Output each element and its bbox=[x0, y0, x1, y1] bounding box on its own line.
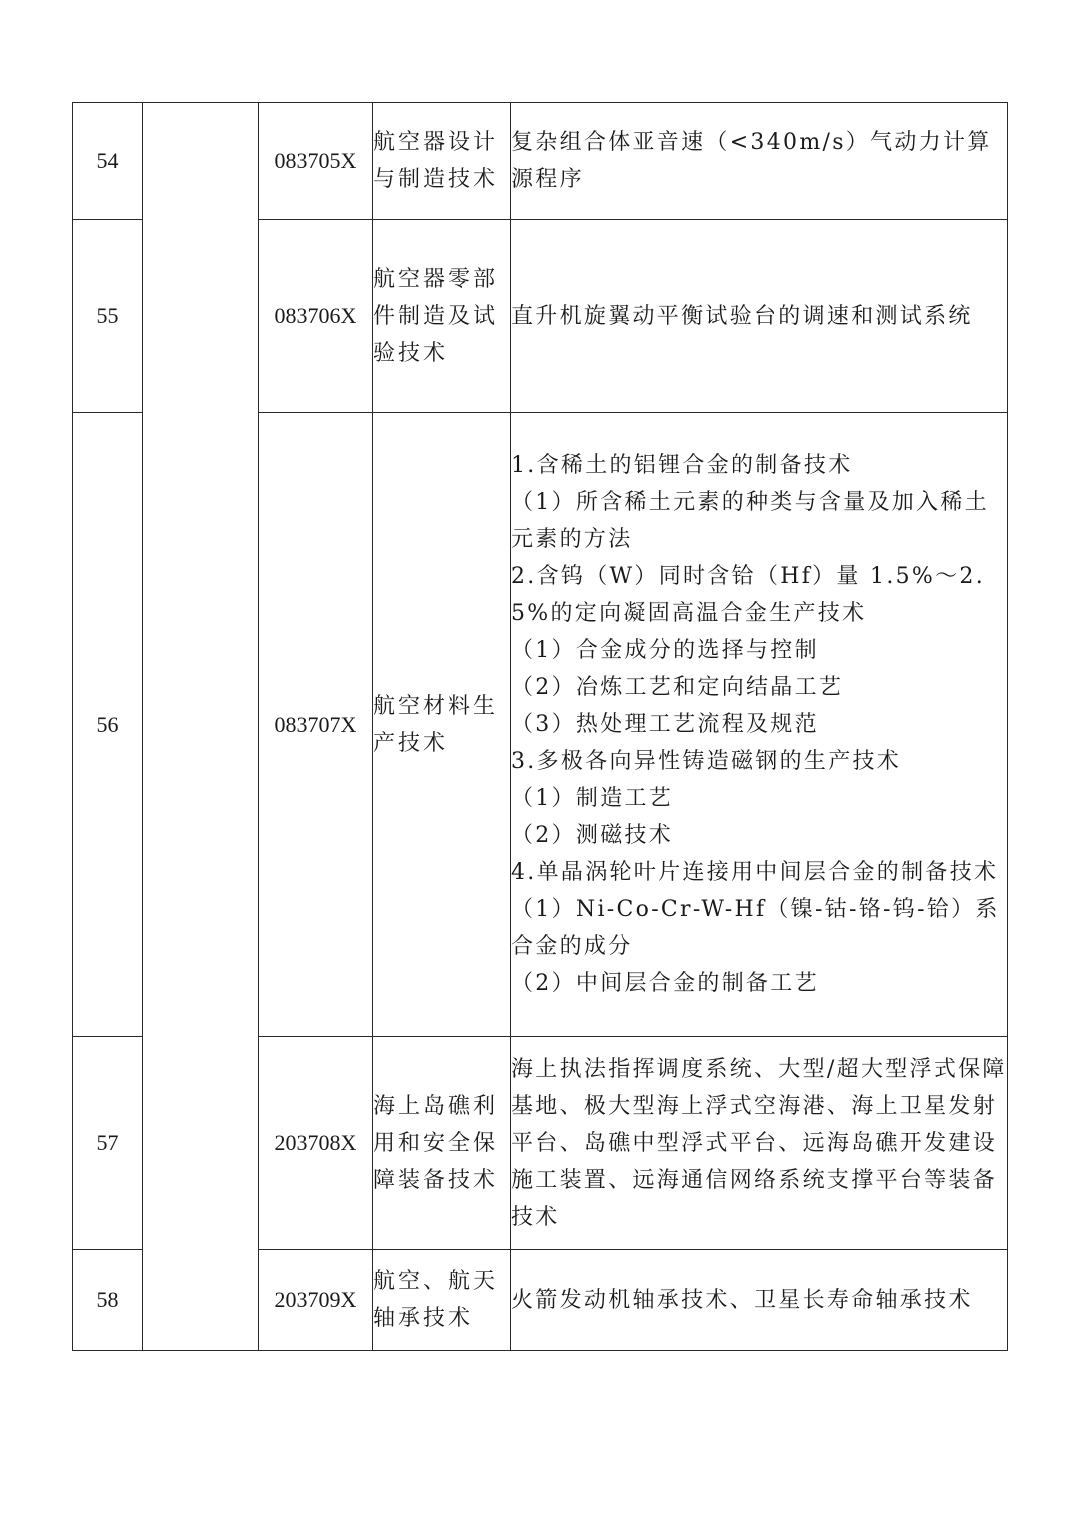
category-cell bbox=[143, 103, 259, 1351]
description-line: （1）合金成分的选择与控制 bbox=[511, 638, 819, 663]
description-line: （2）中间层合金的制备工艺 bbox=[511, 971, 819, 996]
row-number: 55 bbox=[73, 220, 143, 413]
description-line: （1）制造工艺 bbox=[511, 786, 674, 811]
tech-name: 航空、航天轴承技术 bbox=[373, 1250, 511, 1351]
tech-name: 海上岛礁利用和安全保障装备技术 bbox=[373, 1037, 511, 1250]
tech-description bbox=[511, 220, 1008, 413]
tech-code: 203708X bbox=[259, 1037, 373, 1250]
description-line: 海上执法指挥调度系统、大型/超大型浮式保障基地、极大型海上浮式空海港、海上卫星发射平台、岛礁中型浮式平台、远海岛礁开发建设施工装置、远海通信网络系统支撑平台等装备技术 bbox=[511, 1056, 1007, 1230]
description-line: 2.含钨（W）同时含铪（Hf）量 1.5%～2.5%的定向凝固高温合金生产技术 bbox=[511, 564, 986, 626]
table-row bbox=[73, 103, 1008, 220]
tech-name: 航空器零部件制造及试验技术 bbox=[373, 220, 511, 413]
row-number: 56 bbox=[73, 413, 143, 1037]
description-line: 复杂组合体亚音速（<340m/s）气动力计算源程序 bbox=[511, 130, 992, 192]
description-line: 直升机旋翼动平衡试验台的调速和测试系统 bbox=[511, 303, 973, 329]
description-line: 火箭发动机轴承技术、卫星长寿命轴承技术 bbox=[511, 1287, 973, 1313]
description-line: （3）热处理工艺流程及规范 bbox=[511, 712, 819, 737]
description-line: （2）冶炼工艺和定向结晶工艺 bbox=[511, 675, 844, 700]
description-line: （1）Ni-Co-Cr-W-Hf（镍-钴-铬-钨-铪）系合金的成分 bbox=[511, 897, 1000, 959]
tech-description bbox=[511, 1037, 1008, 1250]
tech-description bbox=[511, 413, 1008, 1037]
description-line: 3.多极各向异性铸造磁钢的生产技术 bbox=[511, 749, 902, 774]
tech-description bbox=[511, 103, 1008, 220]
description-line: 1.含稀土的铝锂合金的制备技术 bbox=[511, 453, 853, 478]
tech-name: 航空器设计与制造技术 bbox=[373, 103, 511, 220]
tech-name: 航空材料生产技术 bbox=[373, 413, 511, 1037]
description-line: （1）所含稀土元素的种类与含量及加入稀土元素的方法 bbox=[511, 490, 989, 552]
tech-table bbox=[72, 102, 1008, 1351]
row-number: 58 bbox=[73, 1250, 143, 1351]
tech-code: 083705X bbox=[259, 103, 373, 220]
description-line: 4.单晶涡轮叶片连接用中间层合金的制备技术 bbox=[511, 860, 999, 885]
row-number: 57 bbox=[73, 1037, 143, 1250]
description-line: （2）测磁技术 bbox=[511, 823, 674, 848]
tech-description bbox=[511, 1250, 1008, 1351]
tech-code: 083707X bbox=[259, 413, 373, 1037]
tech-code: 203709X bbox=[259, 1250, 373, 1351]
row-number: 54 bbox=[73, 103, 143, 220]
tech-code: 083706X bbox=[259, 220, 373, 413]
